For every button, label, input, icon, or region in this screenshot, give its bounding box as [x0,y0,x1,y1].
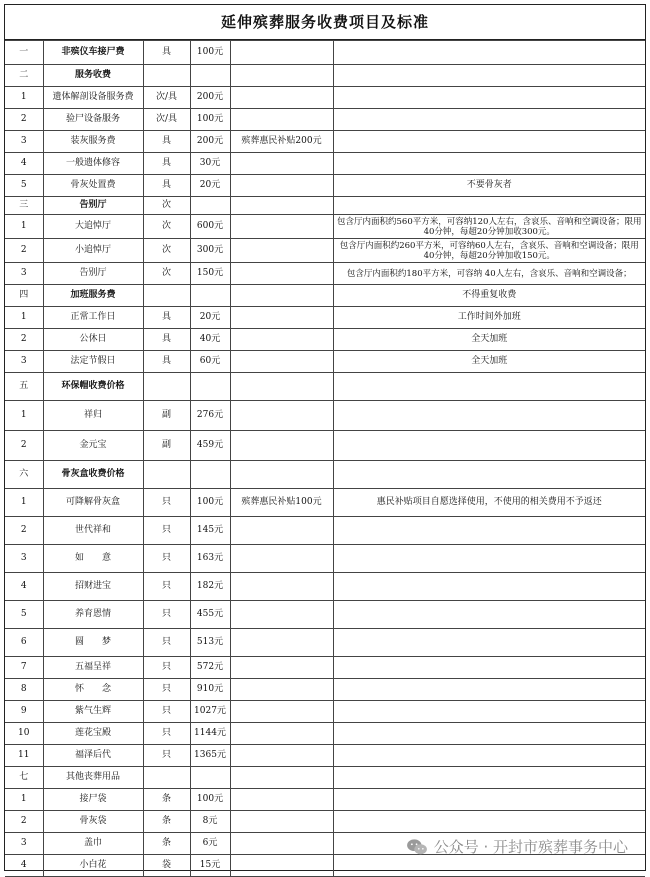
table-row [5,767,645,789]
row-index-cell: 7 [5,657,43,679]
row-index-cell: 5 [5,175,43,197]
row-index-cell: 3 [5,833,43,855]
section-row [5,197,645,215]
table-row [5,215,645,239]
price-cell [190,767,230,789]
subsidy-cell [230,41,333,65]
row-index-cell: 6 [5,629,43,657]
remark-cell: 包含厅内面积约560平方米，可容纳120人左右，含哀乐、音响和空调设备；限用40分钟，每超20分钟加收300元。 [333,215,645,239]
price-cell: 1144元 [190,723,230,745]
subsidy-cell [230,285,333,307]
row-index-cell: 1 [5,401,43,431]
subsidy-cell [230,767,333,789]
row-index-cell: 一 [5,41,43,65]
remark-cell [333,601,645,629]
item-name-cell: 五福呈祥 [43,657,143,679]
unit-cell: 只 [143,701,190,723]
table-row [5,175,645,197]
remark-cell [333,517,645,545]
price-cell: 1365元 [190,745,230,767]
item-name-cell: 世代祥和 [43,517,143,545]
subsidy-cell: 殡葬惠民补贴200元 [230,131,333,153]
section-row [5,65,645,87]
item-name-cell: 圆 梦 [43,629,143,657]
unit-cell [143,767,190,789]
price-cell: 30元 [190,153,230,175]
row-index-cell: 4 [5,855,43,877]
wechat-icon [406,838,428,856]
price-cell: 40元 [190,329,230,351]
table-row [5,131,645,153]
remark-cell [333,701,645,723]
table-row [5,329,645,351]
unit-cell: 副 [143,431,190,461]
table-row [5,573,645,601]
fee-document [4,4,646,871]
row-index-cell: 1 [5,307,43,329]
table-row [5,431,645,461]
row-index-cell: 五 [5,373,43,401]
subsidy-cell [230,401,333,431]
item-name-cell: 非殡仪车接尸费 [43,41,143,65]
item-name-cell: 莲花宝殿 [43,723,143,745]
document-title: 延伸殡葬服务收费项目及标准 [5,5,645,40]
price-cell: 15元 [190,855,230,877]
unit-cell: 袋 [143,855,190,877]
subsidy-cell: 殡葬惠民补贴100元 [230,489,333,517]
subsidy-cell [230,833,333,855]
unit-cell: 次 [143,239,190,263]
price-cell: 276元 [190,401,230,431]
unit-cell: 具 [143,153,190,175]
subsidy-cell [230,373,333,401]
item-name-cell: 招财进宝 [43,573,143,601]
subsidy-cell [230,87,333,109]
row-index-cell: 4 [5,573,43,601]
price-cell: 459元 [190,431,230,461]
unit-cell: 次 [143,215,190,239]
row-index-cell: 2 [5,329,43,351]
remark-cell [333,131,645,153]
remark-cell [333,657,645,679]
unit-cell: 只 [143,657,190,679]
item-name-cell: 一般遗体修容 [43,153,143,175]
remark-cell: 包含厅内面积约180平方米，可容纳 40人左右，含哀乐、音响和空调设备； [333,263,645,285]
price-cell: 145元 [190,517,230,545]
row-index-cell: 11 [5,745,43,767]
unit-cell: 只 [143,679,190,701]
row-index-cell: 三 [5,197,43,215]
price-cell: 163元 [190,545,230,573]
remark-cell [333,153,645,175]
row-index-cell: 2 [5,517,43,545]
row-index-cell: 10 [5,723,43,745]
item-name-cell: 加班服务费 [43,285,143,307]
remark-cell [333,431,645,461]
row-index-cell: 六 [5,461,43,489]
section-row [5,373,645,401]
remark-cell [333,855,645,877]
table-row [5,517,645,545]
price-cell: 1027元 [190,701,230,723]
subsidy-cell [230,629,333,657]
remark-cell [333,401,645,431]
row-index-cell: 3 [5,131,43,153]
price-cell: 150元 [190,263,230,285]
row-index-cell: 二 [5,65,43,87]
price-cell: 572元 [190,657,230,679]
unit-cell: 具 [143,131,190,153]
item-name-cell: 接尸袋 [43,789,143,811]
item-name-cell: 骨灰盒收费价格 [43,461,143,489]
item-name-cell: 告别厅 [43,197,143,215]
remark-cell: 全天加班 [333,351,645,373]
unit-cell: 具 [143,41,190,65]
price-cell [190,197,230,215]
table-row [5,701,645,723]
price-cell: 100元 [190,489,230,517]
remark-cell [333,373,645,401]
unit-cell: 只 [143,545,190,573]
price-cell: 8元 [190,811,230,833]
remark-cell: 不得重复收费 [333,285,645,307]
subsidy-cell [230,329,333,351]
subsidy-cell [230,573,333,601]
table-row [5,789,645,811]
table-row [5,263,645,285]
remark-cell [333,87,645,109]
watermark-text: 公众号 · 开封市殡葬事务中心 [433,838,628,856]
subsidy-cell [230,197,333,215]
row-index-cell: 4 [5,153,43,175]
item-name-cell: 公休日 [43,329,143,351]
unit-cell [143,285,190,307]
table-row [5,239,645,263]
item-name-cell: 金元宝 [43,431,143,461]
subsidy-cell [230,153,333,175]
fee-table [5,40,645,877]
table-row [5,545,645,573]
subsidy-cell [230,679,333,701]
unit-cell: 具 [143,307,190,329]
item-name-cell: 法定节假日 [43,351,143,373]
item-name-cell: 验尸设备服务 [43,109,143,131]
item-name-cell: 盖巾 [43,833,143,855]
remark-cell [333,65,645,87]
row-index-cell: 四 [5,285,43,307]
unit-cell: 只 [143,517,190,545]
remark-cell [333,811,645,833]
unit-cell: 次 [143,263,190,285]
remark-cell [333,629,645,657]
unit-cell: 具 [143,329,190,351]
table-row [5,679,645,701]
subsidy-cell [230,723,333,745]
row-index-cell: 1 [5,87,43,109]
unit-cell: 次 [143,197,190,215]
subsidy-cell [230,175,333,197]
subsidy-cell [230,431,333,461]
unit-cell [143,373,190,401]
item-name-cell: 如 意 [43,545,143,573]
item-name-cell: 骨灰处置费 [43,175,143,197]
row-index-cell: 8 [5,679,43,701]
section-row [5,461,645,489]
item-name-cell: 其他丧葬用品 [43,767,143,789]
unit-cell: 条 [143,833,190,855]
subsidy-cell [230,351,333,373]
table-row [5,109,645,131]
price-cell: 910元 [190,679,230,701]
unit-cell: 只 [143,629,190,657]
unit-cell [143,461,190,489]
price-cell [190,285,230,307]
unit-cell: 副 [143,401,190,431]
subsidy-cell [230,109,333,131]
table-row [5,489,645,517]
subsidy-cell [230,811,333,833]
price-cell: 600元 [190,215,230,239]
item-name-cell: 骨灰袋 [43,811,143,833]
item-name-cell: 怀 念 [43,679,143,701]
price-cell [190,65,230,87]
subsidy-cell [230,855,333,877]
item-name-cell: 福泽后代 [43,745,143,767]
row-index-cell: 1 [5,489,43,517]
unit-cell [143,65,190,87]
row-index-cell: 5 [5,601,43,629]
remark-cell [333,573,645,601]
item-name-cell: 环保帽收费价格 [43,373,143,401]
subsidy-cell [230,745,333,767]
subsidy-cell [230,789,333,811]
subsidy-cell [230,517,333,545]
unit-cell: 只 [143,489,190,517]
unit-cell: 具 [143,351,190,373]
item-name-cell: 紫气生辉 [43,701,143,723]
remark-cell [333,723,645,745]
item-name-cell: 可降解骨灰盒 [43,489,143,517]
remark-cell: 全天加班 [333,329,645,351]
watermark [406,836,628,857]
row-index-cell: 1 [5,789,43,811]
table-row [5,87,645,109]
item-name-cell: 遗体解剖设备服务费 [43,87,143,109]
remark-cell [333,41,645,65]
price-cell: 182元 [190,573,230,601]
table-row [5,855,645,877]
row-index-cell: 2 [5,109,43,131]
unit-cell: 只 [143,723,190,745]
price-cell [190,461,230,489]
price-cell: 6元 [190,833,230,855]
section-row [5,285,645,307]
unit-cell: 条 [143,811,190,833]
row-index-cell: 9 [5,701,43,723]
unit-cell: 只 [143,601,190,629]
remark-cell [333,545,645,573]
remark-cell [333,789,645,811]
row-index-cell: 3 [5,263,43,285]
item-name-cell: 告别厅 [43,263,143,285]
table-row [5,307,645,329]
remark-cell: 工作时间外加班 [333,307,645,329]
remark-cell [333,679,645,701]
row-index-cell: 2 [5,811,43,833]
item-name-cell: 祥归 [43,401,143,431]
subsidy-cell [230,239,333,263]
subsidy-cell [230,65,333,87]
unit-cell: 条 [143,789,190,811]
price-cell: 60元 [190,351,230,373]
item-name-cell: 服务收费 [43,65,143,87]
unit-cell: 次/具 [143,87,190,109]
item-name-cell: 养育恩情 [43,601,143,629]
table-row [5,745,645,767]
item-name-cell: 小白花 [43,855,143,877]
price-cell: 20元 [190,307,230,329]
row-index-cell: 2 [5,239,43,263]
unit-cell: 次/具 [143,109,190,131]
subsidy-cell [230,215,333,239]
price-cell: 100元 [190,789,230,811]
remark-cell [333,197,645,215]
price-cell: 513元 [190,629,230,657]
subsidy-cell [230,601,333,629]
section-row [5,41,645,65]
remark-cell: 包含厅内面积约260平方米，可容纳60人左右，含哀乐、音响和空调设备；限用40分钟，每超20分钟加收150元。 [333,239,645,263]
item-name-cell: 正常工作日 [43,307,143,329]
row-index-cell: 七 [5,767,43,789]
remark-cell [333,461,645,489]
price-cell: 20元 [190,175,230,197]
subsidy-cell [230,545,333,573]
subsidy-cell [230,701,333,723]
table-row [5,811,645,833]
row-index-cell: 1 [5,215,43,239]
unit-cell: 具 [143,175,190,197]
price-cell: 100元 [190,41,230,65]
subsidy-cell [230,657,333,679]
price-cell [190,373,230,401]
row-index-cell: 2 [5,431,43,461]
unit-cell: 只 [143,573,190,601]
subsidy-cell [230,307,333,329]
price-cell: 200元 [190,131,230,153]
table-row [5,723,645,745]
subsidy-cell [230,461,333,489]
item-name-cell: 大追悼厅 [43,215,143,239]
table-row [5,401,645,431]
item-name-cell: 装灰服务费 [43,131,143,153]
remark-cell: 惠民补贴项目自愿选择使用，不使用的相关费用不予返还 [333,489,645,517]
unit-cell: 只 [143,745,190,767]
item-name-cell: 小追悼厅 [43,239,143,263]
table-row [5,351,645,373]
price-cell: 200元 [190,87,230,109]
table-row [5,601,645,629]
table-row [5,657,645,679]
row-index-cell: 3 [5,351,43,373]
remark-cell [333,745,645,767]
price-cell: 455元 [190,601,230,629]
table-row [5,153,645,175]
remark-cell [333,109,645,131]
remark-cell [333,767,645,789]
table-row [5,629,645,657]
remark-cell: 不要骨灰者 [333,175,645,197]
price-cell: 300元 [190,239,230,263]
subsidy-cell [230,263,333,285]
price-cell: 100元 [190,109,230,131]
row-index-cell: 3 [5,545,43,573]
